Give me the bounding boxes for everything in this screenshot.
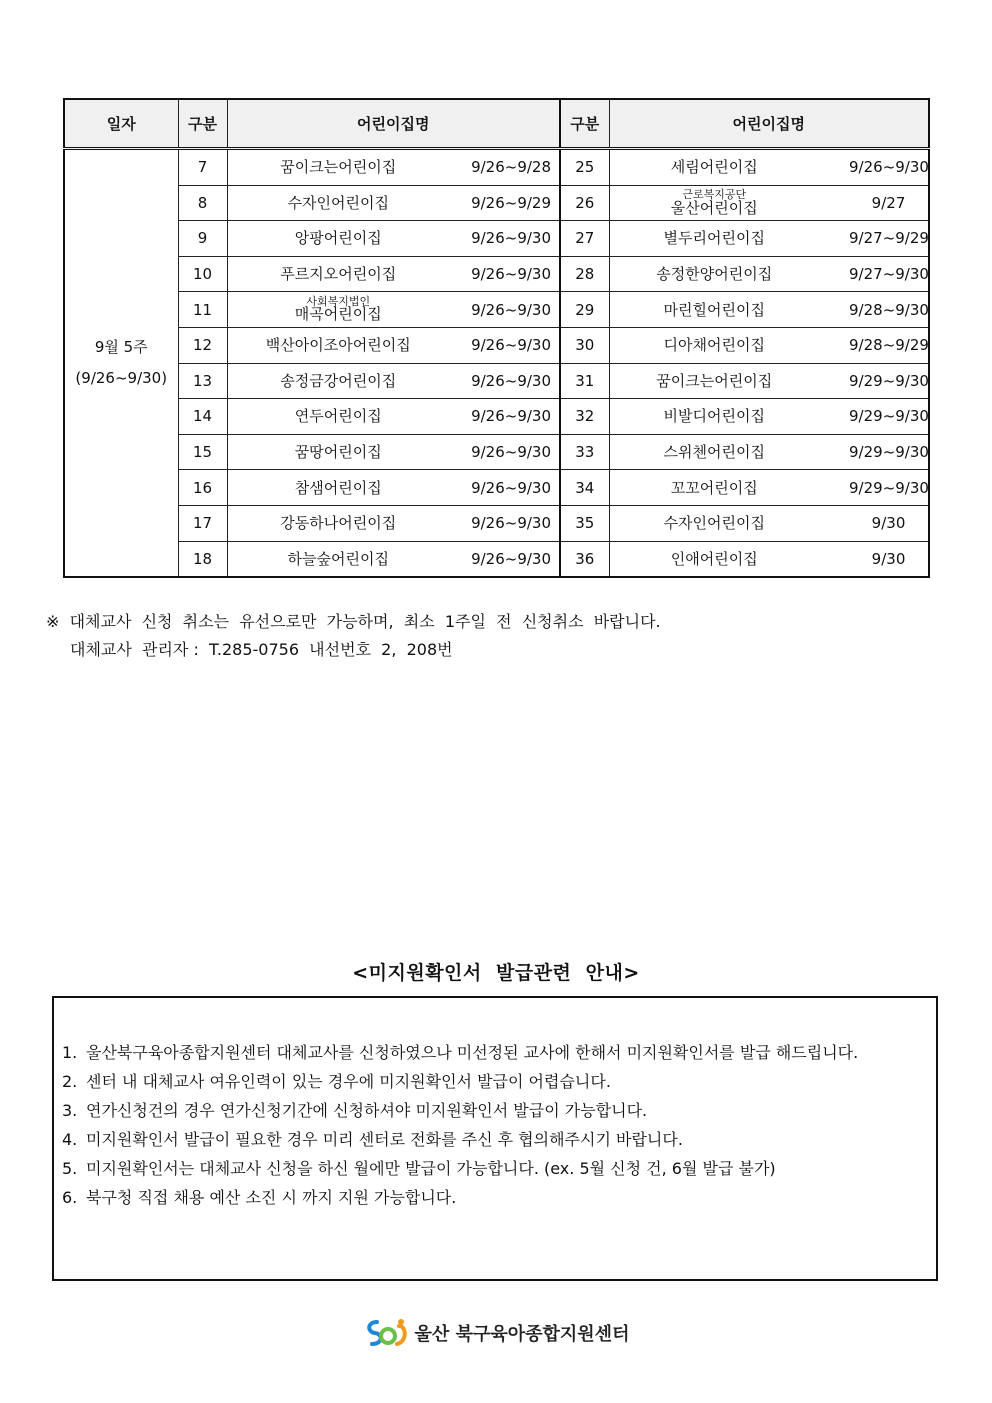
daycare-name (609, 221, 819, 257)
table-row (64, 434, 929, 470)
category-number: 36 (560, 541, 609, 577)
category-number: 27 (560, 221, 609, 257)
list-item (62, 1183, 932, 1212)
category-number: 30 (560, 327, 609, 363)
category-number: 8 (178, 185, 227, 221)
list-item-text: 센터 내 대체교사 여유인력이 있는 경우에 미지원확인서 발급이 어렵습니다. (86, 1072, 611, 1091)
notice-text (46, 608, 661, 664)
list-item-number: 3. (62, 1101, 78, 1120)
daycare-name (227, 327, 449, 363)
category-number: 25 (560, 149, 609, 186)
period-cell (64, 149, 178, 578)
daycare-name-label: 꿈이크는어린이집 (280, 158, 397, 177)
date-range: 9/27~9/30 (819, 256, 929, 292)
daycare-name-label: 별두리어린이집 (663, 229, 765, 248)
daycare-name (609, 505, 819, 541)
date-range: 9/29~9/30 (819, 399, 929, 435)
list-item (62, 1038, 932, 1067)
daycare-name-label: 하늘숲어린이집 (287, 549, 389, 568)
table-body (64, 149, 929, 578)
daycare-name (227, 363, 449, 399)
category-number: 15 (178, 434, 227, 470)
daycare-name-label: 세림어린이집 (670, 158, 758, 177)
table-row (64, 221, 929, 257)
daycare-name (609, 149, 819, 186)
daycare-name (227, 221, 449, 257)
daycare-name-label: 매곡어린이집 (294, 305, 382, 324)
daycare-name-label: 앙팡어린이집 (294, 229, 382, 248)
header-date: 일자 (64, 99, 178, 149)
table-row (64, 185, 929, 221)
daycare-name (609, 363, 819, 399)
daycare-name (609, 434, 819, 470)
footer-org-name: 울산 북구육아종합지원센터 (414, 1324, 630, 1345)
notice-line-1: ※ 대체교사 신청 취소는 유선으로만 가능하며, 최소 1주일 전 신청취소 바랍니다. (46, 612, 661, 631)
daycare-name-label: 꿈땅어린이집 (294, 443, 382, 462)
date-range: 9/28~9/30 (819, 292, 929, 328)
category-number: 12 (178, 327, 227, 363)
daycare-name (609, 185, 819, 221)
table-row (64, 149, 929, 186)
list-item-number: 2. (62, 1072, 78, 1091)
category-number: 28 (560, 256, 609, 292)
daycare-name-label: 마린힐어린이집 (663, 300, 765, 319)
date-range: 9/26~9/30 (449, 399, 560, 435)
notice-line-2: 대체교사 관리자 : T.285-0756 내선번호 2, 208번 (70, 640, 453, 659)
daycare-name-prefix: 근로복지공단 (682, 188, 747, 202)
list-item (62, 1096, 932, 1125)
table-row (64, 292, 929, 328)
date-range: 9/29~9/30 (819, 434, 929, 470)
table-row (64, 505, 929, 541)
header-name-left: 어린이집명 (227, 99, 560, 149)
header-category-right: 구분 (560, 99, 609, 149)
daycare-name-label: 푸르지오어린이집 (280, 265, 397, 284)
list-item-text: 미지원확인서는 대체교사 신청을 하신 월에만 발급이 가능합니다. (ex. 5월 신청 건, 6월 발급 불가) (86, 1159, 776, 1178)
category-number: 17 (178, 505, 227, 541)
daycare-name (227, 292, 449, 328)
list-item-text: 미지원확인서 발급이 필요한 경우 미리 센터로 전화를 주신 후 협의해주시기 바랍니다. (86, 1130, 683, 1149)
daycare-name (227, 505, 449, 541)
date-range: 9/26~9/30 (449, 434, 560, 470)
table-row (64, 256, 929, 292)
info-box (52, 996, 938, 1281)
daycare-name (227, 399, 449, 435)
date-range: 9/28~9/29 (819, 327, 929, 363)
date-range: 9/26~9/30 (449, 470, 560, 506)
daycare-name-label: 울산어린이집 (670, 198, 758, 217)
list-item-number: 6. (62, 1188, 78, 1207)
list-item-text: 북구청 직접 채용 예산 소진 시 까지 지원 가능합니다. (86, 1188, 457, 1207)
date-range: 9/26~9/30 (449, 505, 560, 541)
daycare-name-label: 백산아이조아어린이집 (265, 336, 411, 355)
info-list (62, 1038, 932, 1212)
table-header-row (64, 99, 929, 149)
list-item-number: 5. (62, 1159, 78, 1178)
category-number: 35 (560, 505, 609, 541)
date-range: 9/26~9/28 (449, 149, 560, 186)
daycare-name (609, 256, 819, 292)
daycare-name (609, 327, 819, 363)
daycare-name (609, 470, 819, 506)
table-row (64, 541, 929, 577)
date-range: 9/29~9/30 (819, 363, 929, 399)
table-row (64, 470, 929, 506)
date-range: 9/26~9/30 (449, 221, 560, 257)
date-range: 9/30 (819, 505, 929, 541)
date-range: 9/26~9/30 (819, 149, 929, 186)
category-number: 29 (560, 292, 609, 328)
date-range: 9/27~9/29 (819, 221, 929, 257)
header-category-left: 구분 (178, 99, 227, 149)
daycare-name (227, 185, 449, 221)
daycare-name-label: 디아채어린이집 (663, 336, 765, 355)
daycare-name-label: 스위첸어린이집 (663, 443, 765, 462)
category-number: 32 (560, 399, 609, 435)
daycare-name-label: 강동하나어린이집 (280, 514, 397, 533)
daycare-name (227, 434, 449, 470)
list-item (62, 1125, 932, 1154)
category-number: 26 (560, 185, 609, 221)
daycare-name-label: 인애어린이집 (670, 549, 758, 568)
daycare-name (227, 149, 449, 186)
category-number: 10 (178, 256, 227, 292)
section-title: <미지원확인서 발급관련 안내> (352, 962, 640, 984)
daycare-name-label: 꼬꼬어린이집 (670, 478, 758, 497)
date-range: 9/26~9/30 (449, 292, 560, 328)
table-row (64, 327, 929, 363)
list-item-text: 울산북구육아종합지원센터 대체교사를 신청하였으나 미선정된 교사에 한해서 미지원확인서를 발급 해드립니다. (86, 1043, 859, 1062)
category-number: 11 (178, 292, 227, 328)
center-logo-icon (363, 1316, 409, 1350)
date-range: 9/30 (819, 541, 929, 577)
date-range: 9/27 (819, 185, 929, 221)
daycare-name-label: 수자인어린이집 (287, 193, 389, 212)
category-number: 34 (560, 470, 609, 506)
date-range: 9/26~9/29 (449, 185, 560, 221)
list-item-number: 1. (62, 1043, 78, 1062)
list-item-number: 4. (62, 1130, 78, 1149)
category-number: 9 (178, 221, 227, 257)
category-number: 31 (560, 363, 609, 399)
list-item (62, 1067, 932, 1096)
header-name-right: 어린이집명 (609, 99, 929, 149)
daycare-name-label: 꿈이크는어린이집 (656, 371, 773, 390)
list-item-text: 연가신청건의 경우 연가신청기간에 신청하셔야 미지원확인서 발급이 가능합니다. (86, 1101, 648, 1120)
daycare-name-label: 연두어린이집 (294, 407, 382, 426)
category-number: 16 (178, 470, 227, 506)
daycare-name-prefix: 사회복지법인 (306, 294, 371, 308)
daycare-name-label: 비발디어린이집 (663, 407, 765, 426)
daycare-name-label: 참샘어린이집 (294, 478, 382, 497)
footer (0, 1316, 992, 1350)
daycare-name-label: 수자인어린이집 (663, 514, 765, 533)
daycare-name (227, 541, 449, 577)
period-week: 9월 5주 (94, 337, 148, 356)
table-row (64, 399, 929, 435)
date-range: 9/26~9/30 (449, 363, 560, 399)
table-row (64, 363, 929, 399)
daycare-name-label: 송정금강어린이집 (280, 371, 397, 390)
date-range: 9/26~9/30 (449, 541, 560, 577)
date-range: 9/26~9/30 (449, 327, 560, 363)
date-range: 9/29~9/30 (819, 470, 929, 506)
daycare-name (227, 470, 449, 506)
daycare-name (609, 292, 819, 328)
daycare-name-label: 송정한양어린이집 (656, 265, 773, 284)
period-range: (9/26~9/30) (75, 369, 168, 388)
daycare-name (227, 256, 449, 292)
category-number: 14 (178, 399, 227, 435)
category-number: 13 (178, 363, 227, 399)
category-number: 7 (178, 149, 227, 186)
date-range: 9/26~9/30 (449, 256, 560, 292)
list-item (62, 1154, 932, 1183)
schedule-table (63, 98, 930, 578)
category-number: 18 (178, 541, 227, 577)
category-number: 33 (560, 434, 609, 470)
daycare-name (609, 541, 819, 577)
daycare-name (609, 399, 819, 435)
